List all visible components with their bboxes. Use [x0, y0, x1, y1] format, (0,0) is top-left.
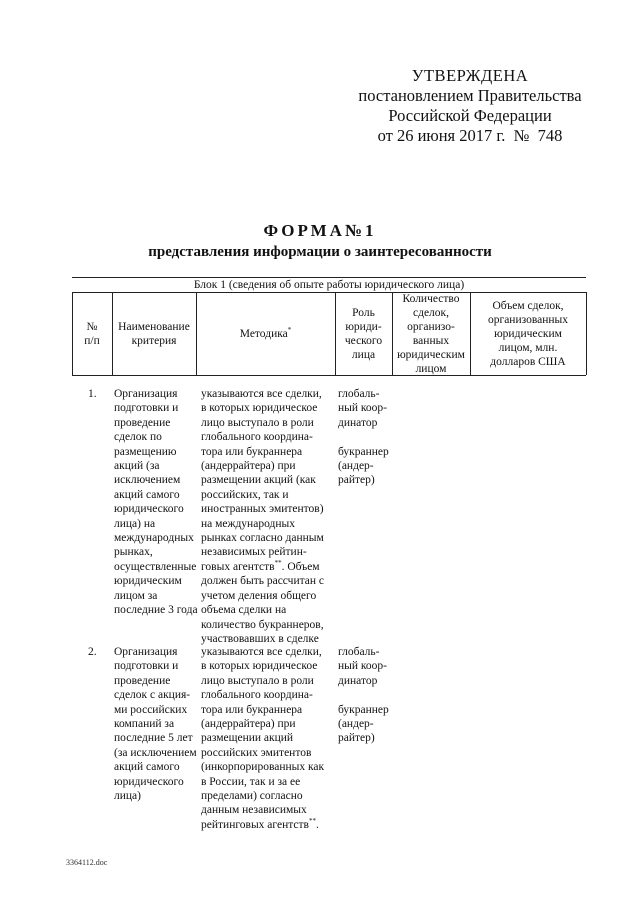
header-count-line: юридическим [397, 348, 465, 361]
row-2-role: глобаль- ный коор- динатор букраннер (андер- райтер) [338, 646, 389, 745]
table-top-border [72, 277, 586, 278]
header-role-line: ческого [344, 334, 383, 347]
header-role-line: лица [351, 348, 376, 361]
header-method [196, 292, 335, 375]
header-count-line: лицом [415, 362, 447, 375]
row-1-role: глобаль- ный коор- динатор букраннер (андер- райтер) [338, 388, 389, 487]
header-volume-line: организованных [487, 313, 569, 326]
row-2-criterion: Организация подготовки и проведение сделок с акция- ми российских компаний за последние 5 лет (за исключением акций самого юридического лица) [114, 646, 197, 803]
header-criterion-line: критерия [131, 334, 177, 347]
header-volume-line: Объем сделок, [492, 299, 564, 312]
row-1-method-footnote-mark: ** [274, 559, 282, 568]
header-volume [470, 292, 586, 375]
header-method-footnote-mark: * [287, 325, 292, 334]
header-volume-line: долларов США [490, 355, 566, 368]
form-title: ФОРМА№1 [263, 221, 377, 240]
document-id: 3364112.doc [66, 858, 108, 867]
block-caption: Блок 1 (сведения об опыте работы юридического лица) [193, 279, 465, 291]
row-1-method [201, 387, 324, 646]
header-criterion-line: Наименование [118, 320, 190, 333]
approval-line-3: от 26 июня 2017 г. № 748 [377, 126, 563, 145]
row-2-method [201, 645, 324, 832]
column-divider [586, 292, 587, 375]
header-criterion [112, 292, 196, 375]
row-1-method-text: указываются все сделки, в которых юридическое лицо выступало в роли глобального координа- тора или букраннера (андеррайтера) при размещении акций (как российских, так и иностранных эмитентов) на международных рынках согласно данным независимых рейтин- говых агентств [201, 388, 324, 573]
header-count-line: организо- [407, 320, 455, 333]
header-num [72, 292, 112, 375]
header-num-line: п/п [84, 334, 100, 347]
table-header-bottom-border [72, 375, 586, 376]
row-1-criterion: Организация подготовки и проведение сделок по размещению акций (за исключением акций самого юридического лица) на международных рынках, осуществленные юридическим лицом за последние 3 года [114, 388, 198, 617]
row-1-method-text-continued: . Объем должен быть рассчитан с учетом деления общего объема сделки на количество букраннеров, участвовавших в сделке [201, 560, 325, 645]
form-subtitle: представления информации о заинтересованности [148, 244, 492, 260]
header-volume-line: лицом, млн. [498, 341, 558, 354]
row-1-num: 1. [88, 388, 97, 400]
header-role-line: юриди- [345, 320, 382, 333]
header-role [335, 292, 392, 375]
header-count-line: ванных [412, 334, 450, 347]
header-method-label: Методика [239, 327, 288, 340]
approval-block [340, 66, 600, 146]
approval-title: УТВЕРЖДЕНА [411, 66, 529, 85]
header-num-line: № [86, 320, 98, 333]
approval-line-1: постановлением Правительства [358, 86, 582, 105]
approval-line-2: Российской Федерации [388, 106, 552, 125]
row-2-method-text-continued: . [315, 818, 319, 831]
header-count [392, 292, 470, 375]
header-count-line: Количество [402, 292, 460, 305]
row-2-num: 2. [88, 646, 97, 658]
row-2-method-text: указываются все сделки, в которых юридическое лицо выступало в роли глобального координа- тора или букраннера (андеррайтера) при размещении акций российских эмитентов (инкорпорированных как в России, так и за ее пределами) согласно данным независимых рейтинговых агентств [201, 646, 325, 831]
header-role-line: Роль [352, 306, 375, 319]
header-volume-line: юридическим [494, 327, 562, 340]
row-2-method-footnote-mark: ** [308, 817, 316, 826]
header-count-line: сделок, [412, 306, 449, 319]
